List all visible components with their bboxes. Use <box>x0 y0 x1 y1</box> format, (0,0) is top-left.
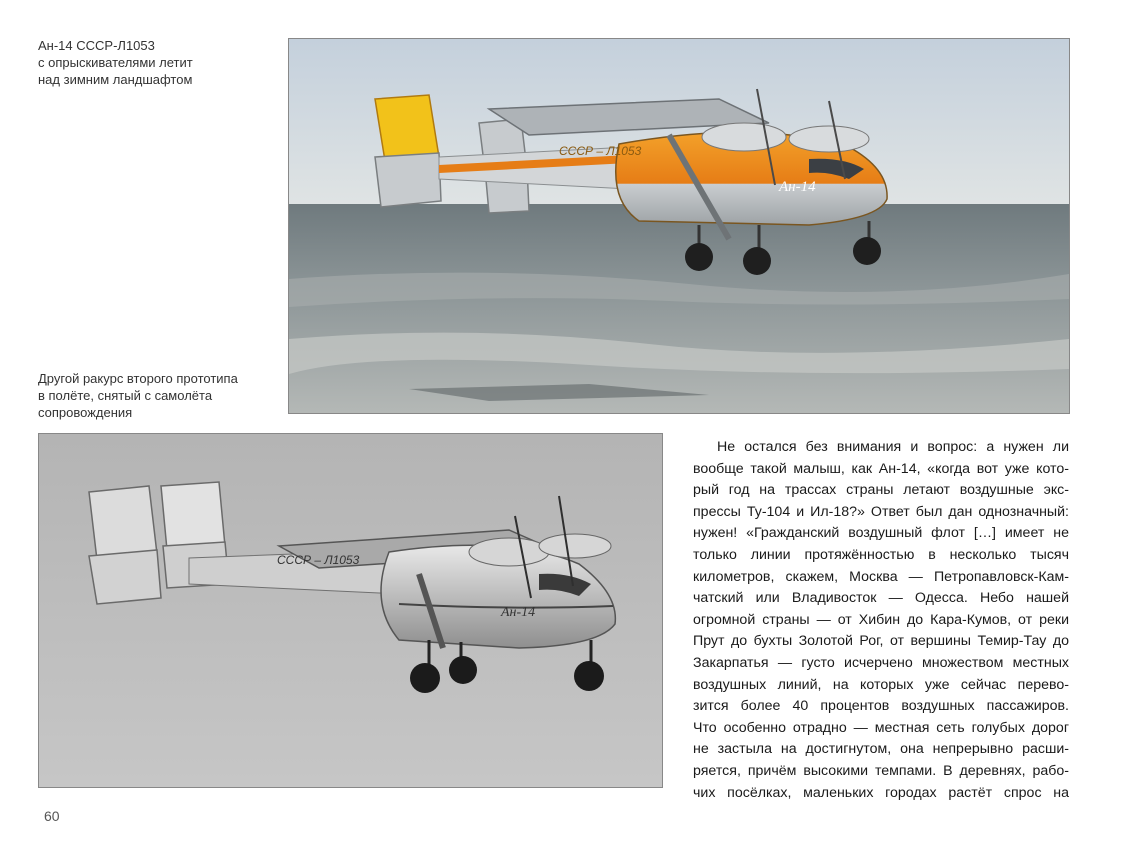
photo-caption-top <box>38 37 193 88</box>
body-line: километров, скажем, Москва — Петропавловск-Кам- <box>693 568 1069 585</box>
caption-line: в полёте, снятый с самолёта <box>38 388 213 403</box>
bw-photo-illustration <box>39 434 662 787</box>
color-photo-an14-in-flight <box>288 38 1070 414</box>
body-line: вообще такой малыш, как Ан-14, «когда вот уже кото- <box>693 460 1069 477</box>
body-line: только линии протяжённостью в несколько тысяч <box>693 546 1069 563</box>
body-line: воздушных линий, на которых уже сейчас перево- <box>693 676 1069 693</box>
caption-line: Ан-14 СССР-Л1053 <box>38 38 155 53</box>
caption-line: с опрыскивателями летит <box>38 55 193 70</box>
photo-caption-bottom <box>38 370 238 421</box>
body-line: не застыла на достигнутом, она непрерывно расши- <box>693 741 1069 758</box>
page-number: 60 <box>44 808 60 824</box>
body-text-column <box>693 437 1069 804</box>
color-photo-illustration <box>289 39 1069 413</box>
caption-line: Другой ракурс второго прототипа <box>38 371 238 386</box>
caption-line: сопровождения <box>38 405 133 420</box>
nose-label-text: Ан-14 <box>779 179 816 195</box>
nose-label-text: Ан-14 <box>501 605 536 620</box>
body-line: ряется, причём высокими темпами. В деревнях, рабо- <box>693 762 1069 779</box>
body-line: Прут до бухты Золотой Рог, от вершины Темир-Тау до <box>693 633 1069 650</box>
body-line: нужен! «Гражданский воздушный флот […] имеет не <box>693 525 1069 542</box>
body-line: Закарпатья — густо исчерчено множеством местных <box>693 654 1069 671</box>
body-line: чих посёлках, маленьких городах растёт спрос на <box>693 784 1069 801</box>
body-line: Не остался без внимания и вопрос: а нужен ли <box>717 439 1069 455</box>
registration-text: СССР – Л1053 <box>559 144 642 158</box>
body-line: чатский или Владивосток — Одесса. Небо нашей <box>693 590 1069 607</box>
body-line: огромной страны — от Хибин до Кара-Кумов, от реки <box>693 611 1069 628</box>
bw-photo-an14-in-flight <box>38 433 663 788</box>
body-line: Что особенно отрадно — местная сеть голубых дорог <box>693 719 1069 736</box>
body-line: прессы Ту-104 и Ил-18?» Ответ был дан однозначный: <box>693 503 1069 520</box>
body-line: рый год на трассах страны летают воздушные экс- <box>693 482 1069 499</box>
body-line: зится более 40 процентов воздушных пассажиров. <box>693 698 1069 715</box>
registration-text: СССР – Л1053 <box>277 553 360 567</box>
caption-line: над зимним ландшафтом <box>38 72 193 87</box>
